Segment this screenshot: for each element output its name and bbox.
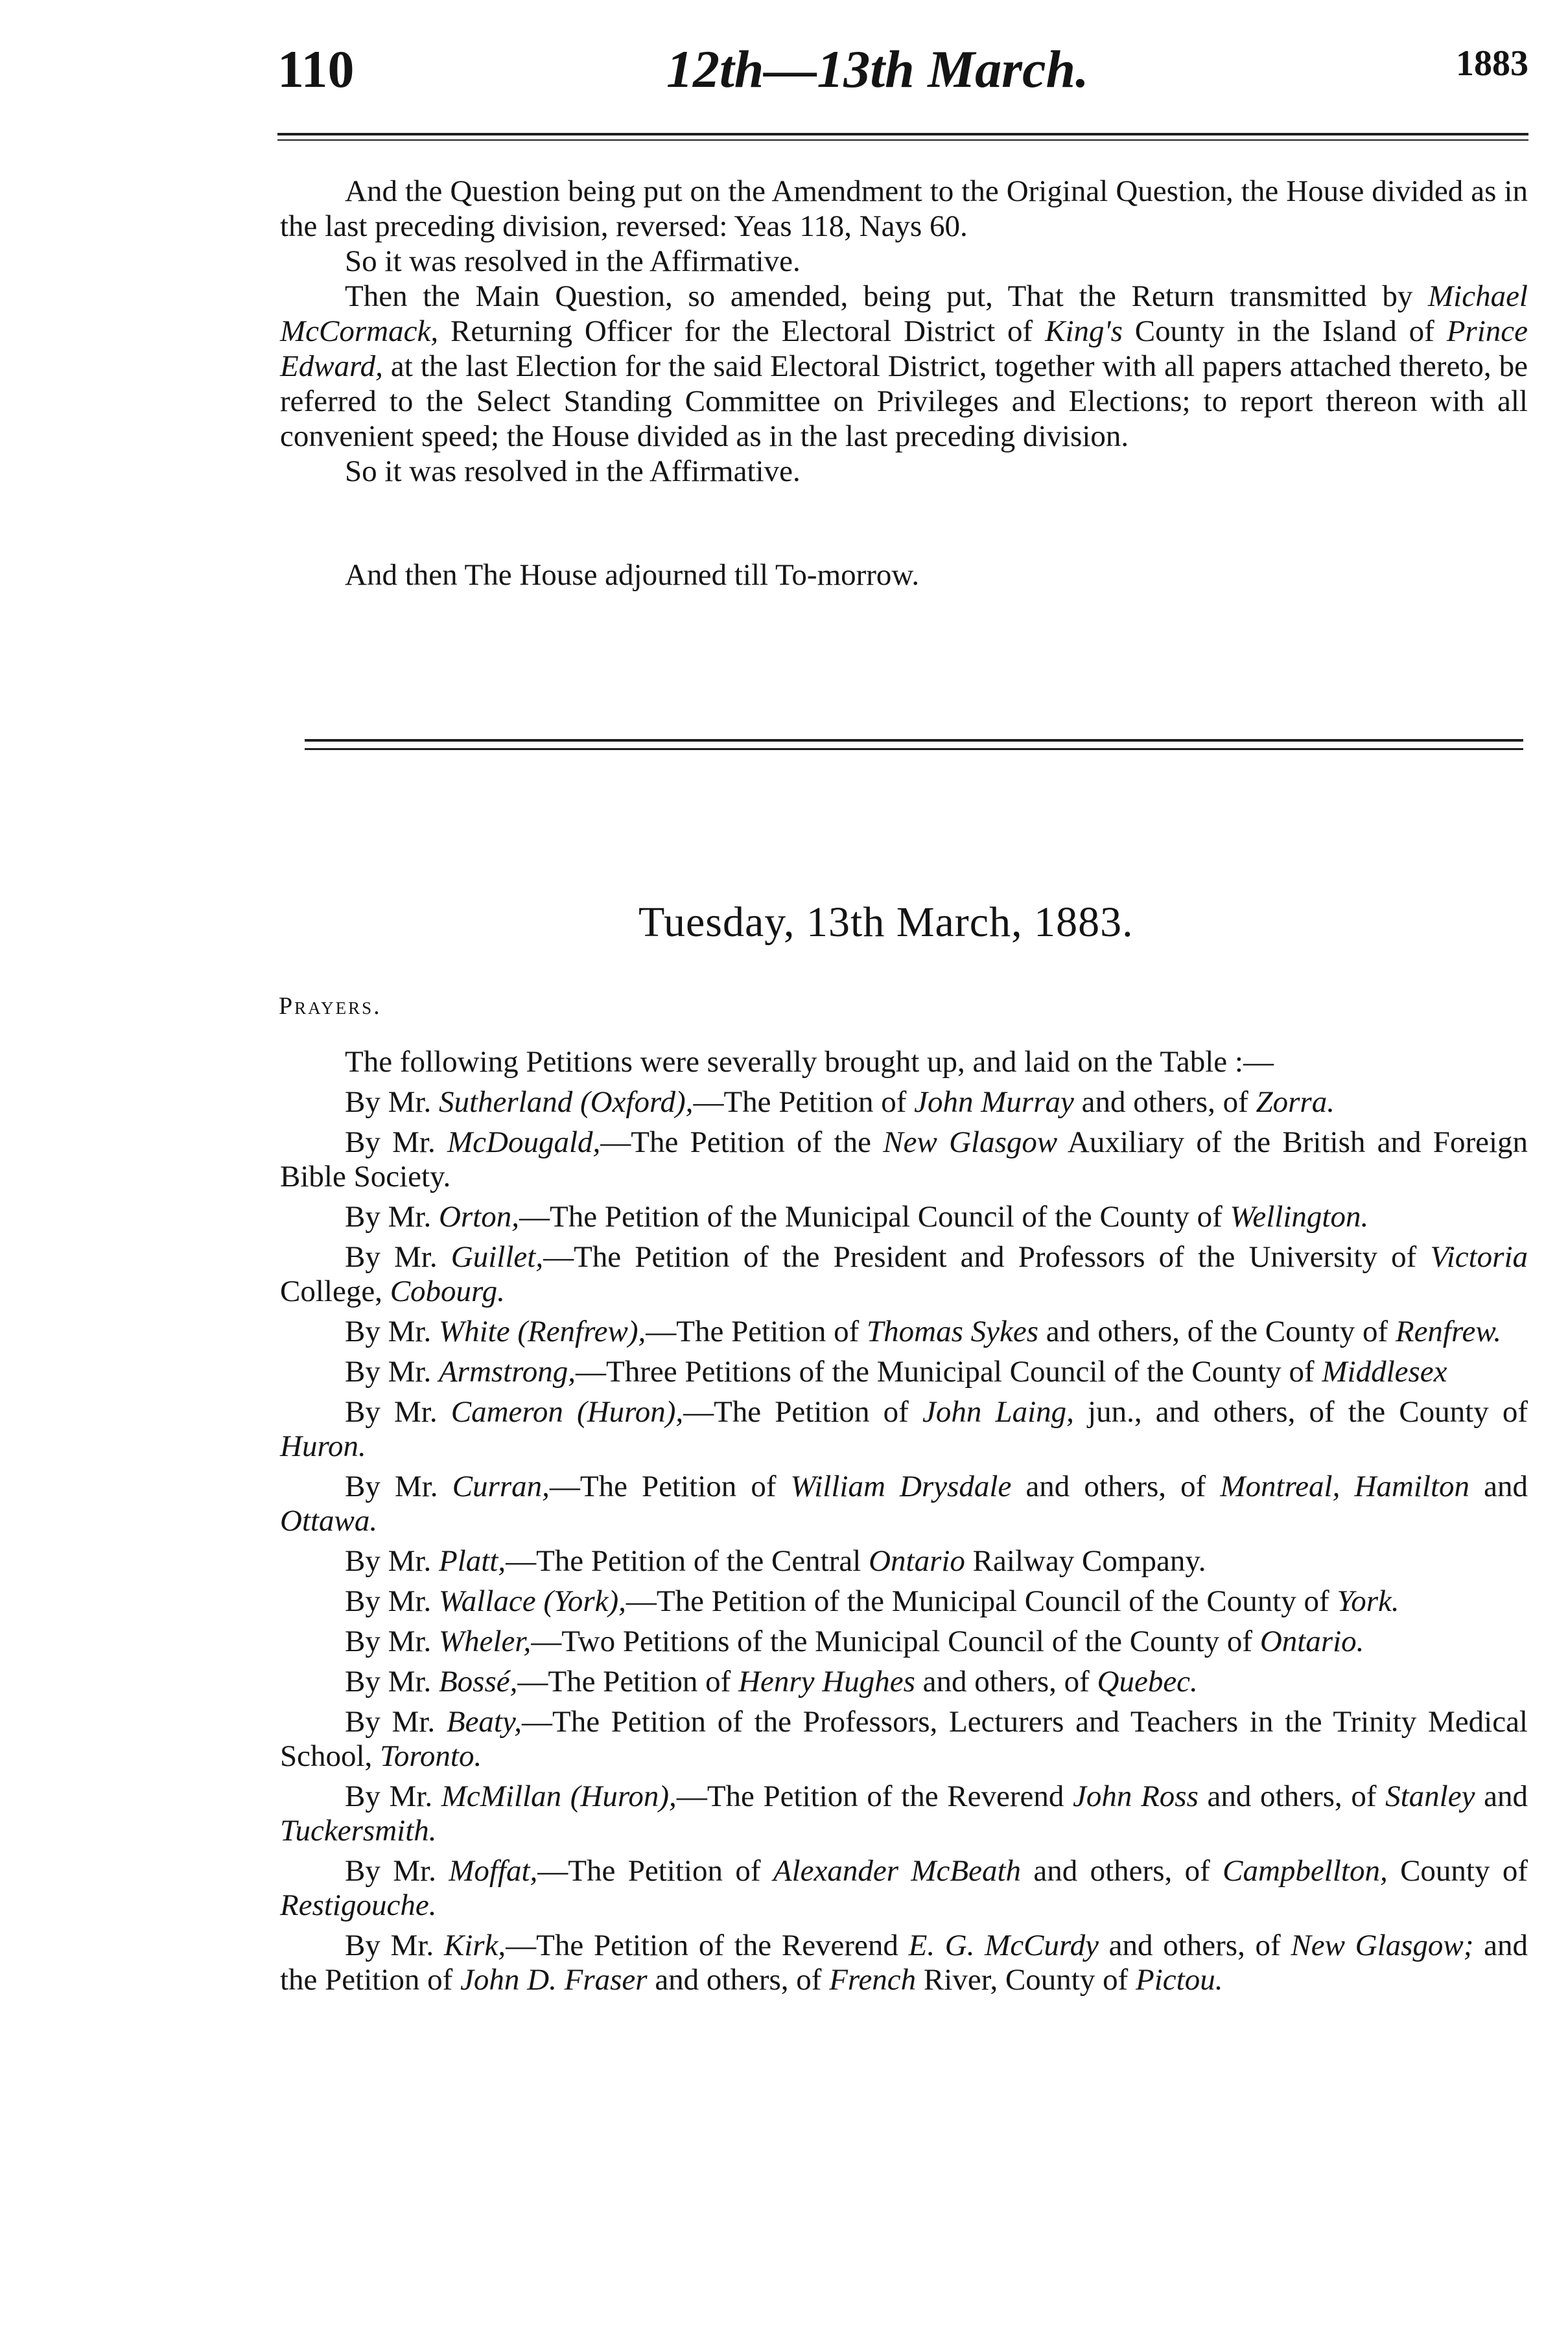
petition-entry: By Mr. Armstrong,—Three Petitions of the Municipal Council of the County of Middlesex [345, 1355, 1447, 1389]
petition-entry: By Mr. Moffat,—The Petition of Alexander McBeath and others, of Campbellton, County of Restigouche. [280, 1854, 1528, 1922]
petition-entry: By Mr. White (Renfrew),—The Petition of Thomas Sykes and others, of the County of Renfrew. [345, 1315, 1502, 1348]
petition-entry: By Mr. McMillan (Huron),—The Petition of the Reverend John Ross and others, of Stanley and Tuckersmith. [280, 1780, 1528, 1848]
header-year: 1883 [1456, 43, 1528, 84]
header-rule [277, 133, 1528, 141]
resolved-affirmative-1: So it was resolved in the Affirmative. [345, 244, 801, 278]
petition-entry: By Mr. Platt,—The Petition of the Central Ontario Railway Company. [345, 1544, 1206, 1578]
petition-entry: By Mr. Kirk,—The Petition of the Reverend E. G. McCurdy and others, of New Glasgow; and the Petition of John D. Fraser and others, of French River, County of Pictou. [280, 1929, 1528, 1997]
session-date: Tuesday, 13th March, 1883. [638, 899, 1134, 946]
amendment-division-paragraph: And the Question being put on the Amendment to the Original Question, the House divided as in the last preceding division, reversed: Yeas 118, Nays 60. [280, 174, 1528, 243]
petition-entry: By Mr. Wallace (York),—The Petition of the Municipal Council of the County of York. [345, 1584, 1399, 1618]
petition-entry: By Mr. Guillet,—The Petition of the President and Professors of the University of Victoria College, Cobourg. [280, 1240, 1528, 1308]
petition-entry: By Mr. Beaty,—The Petition of the Professors, Lecturers and Teachers in the Trinity Medical School, Toronto. [280, 1705, 1528, 1773]
petition-entry: By Mr. Sutherland (Oxford),—The Petition of John Murray and others, of Zorra. [345, 1085, 1335, 1119]
prayers-label: Prayers. [279, 993, 382, 1020]
section-divider [305, 739, 1523, 750]
petition-entry: By Mr. Bossé,—The Petition of Henry Hughes and others, of Quebec. [345, 1665, 1198, 1698]
petition-entry: By Mr. Orton,—The Petition of the Municipal Council of the County of Wellington. [345, 1200, 1369, 1234]
resolved-affirmative-2: So it was resolved in the Affirmative. [345, 454, 801, 488]
adjournment-line: And then The House adjourned till To-morrow. [345, 558, 920, 592]
petition-entry: By Mr. Curran,—The Petition of William Drysdale and others, of Montreal, Hamilton and Ottawa. [280, 1470, 1528, 1538]
main-question-paragraph: Then the Main Question, so amended, being put, That the Return transmitted by Michael McCormack, Returning Officer for the Electoral District of King's County in the Island of Prince Edward, at the last Election for the said Electoral District, together with all papers attached thereto, be referred to the Select Standing Committee on Privileges and Elections; to report thereon with all convenient speed; the House divided as in the last preceding division. [280, 279, 1528, 453]
petition-entry: By Mr. McDougald,—The Petition of the New Glasgow Auxiliary of the British and Foreign Bible Society. [280, 1125, 1528, 1193]
petition-entry: By Mr. Cameron (Huron),—The Petition of John Laing, jun., and others, of the County of Huron. [280, 1395, 1528, 1463]
proceedings-text [280, 174, 1528, 489]
running-title: 12th—13th March. [666, 40, 1089, 99]
page-number: 110 [277, 40, 355, 99]
petitions-list [280, 1045, 1528, 2003]
page-header [277, 39, 1528, 117]
petitions-intro: The following Petitions were severally brought up, and laid on the Table :— [345, 1045, 1274, 1079]
petition-entry: By Mr. Wheler,—Two Petitions of the Municipal Council of the County of Ontario. [345, 1625, 1364, 1658]
